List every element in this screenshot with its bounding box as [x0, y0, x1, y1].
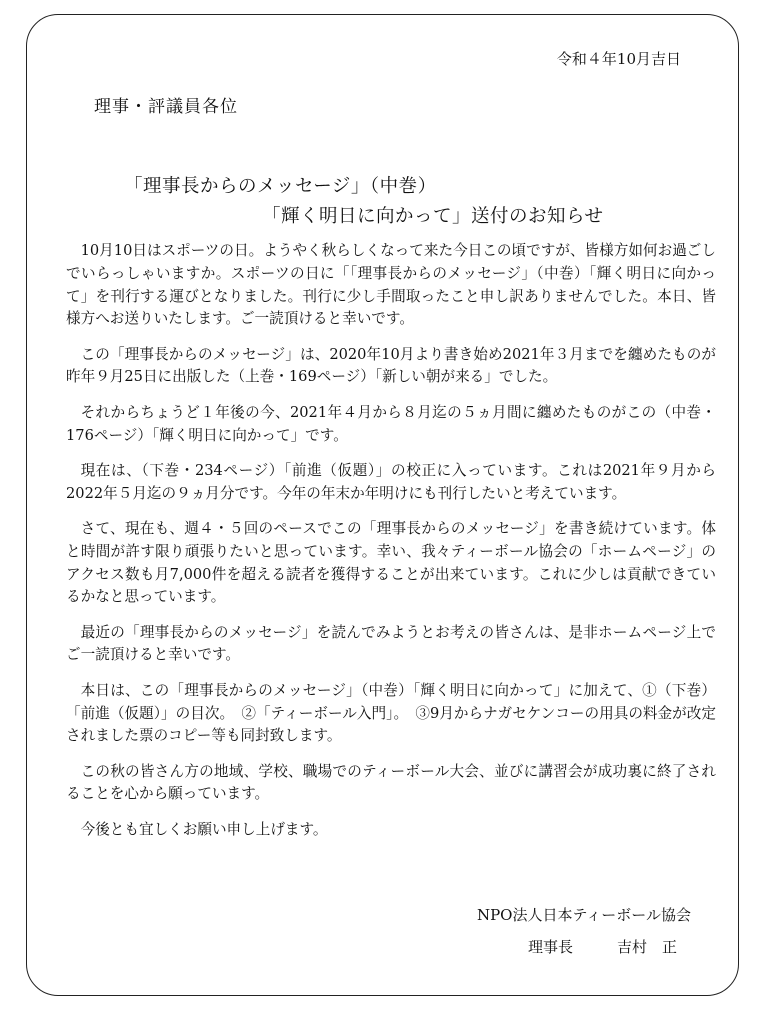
signature-role: 理事長 — [527, 938, 573, 956]
paragraph-6: 最近の「理事長からのメッセージ」を読んでみようとお考えの皆さんは、是非ホームページ上でご一読頂けると幸いです。 — [66, 623, 716, 664]
paragraph-1: 10月10日はスポーツの日。ようやく秋らしくなって来た今日この頃ですが、皆様方如何お過ごしでいらっしゃいますか。スポーツの日に「「理事長からのメッセージ」（中巻）「輝く明日に向かって」を刊行する運びとなりました。刊行に少し手間取ったこと申し訳ありませんでした。本日、皆様方へお送りいたします。ご一読頂けると幸いです。 — [66, 242, 716, 328]
paragraph-9: 今後とも宜しくお願い申し上げます。 — [80, 820, 328, 838]
signature-organization: NPO法人日本ティーボール協会 — [476, 906, 691, 924]
paragraph-2: この「理事長からのメッセージ」は、2020年10月より書き始め2021年３月までを纏めたものが昨年９月25日に出版した（上巻・169ページ）「新しい朝が来る」でした。 — [66, 345, 716, 386]
document-date: 令和４年10月吉日 — [556, 50, 681, 68]
title-line-1: 「理事長からのメッセージ」（中巻） — [124, 176, 437, 197]
paragraph-5: さて、現在も、週４・５回のペースでこの「理事長からのメッセージ」を書き続けています。体と時間が許す限り頑張りたいと思っています。幸い、我々ティーボール協会の「ホームページ」のアクセス数も月7,000件を超える読者を獲得することが出来ています。これに少しは貢献できているかなと思っています。 — [66, 519, 716, 606]
signature-line — [528, 936, 691, 957]
paragraph-8: この秋の皆さん方の地域、学校、職場でのティーボール大会、並びに講習会が成功裏に終了されることを心から願っています。 — [66, 762, 716, 803]
paragraph-7: 本日は、この「理事長からのメッセージ」（中巻）「輝く明日に向かって」に加えて、①（下巻）「前進（仮題）」の目次。 ②「ティーボール入門」。 ③9月からナガセケンコーの用具の料金が改定されました票のコピー等も同封致します。 — [66, 681, 716, 745]
paragraph-4: 現在は、（下巻・234ページ）「前進（仮題）」の校正に入っています。これは2021年９月から2022年５月迄の９ヵ月分です。今年の年末か年明けにも刊行したいと考えています。 — [66, 461, 716, 502]
addressee: 理事・評議員各位 — [94, 97, 238, 117]
signature-name: 吉村 正 — [616, 938, 677, 956]
paragraph-3: それからちょうど１年後の今、2021年４月から８月迄の５ヵ月間に纏めたものがこの（中巻・176ページ）「輝く明日に向かって」です。 — [66, 403, 716, 444]
title-line-2: 「輝く明日に向かって」送付のお知らせ — [262, 206, 604, 227]
letter-body — [66, 240, 716, 854]
